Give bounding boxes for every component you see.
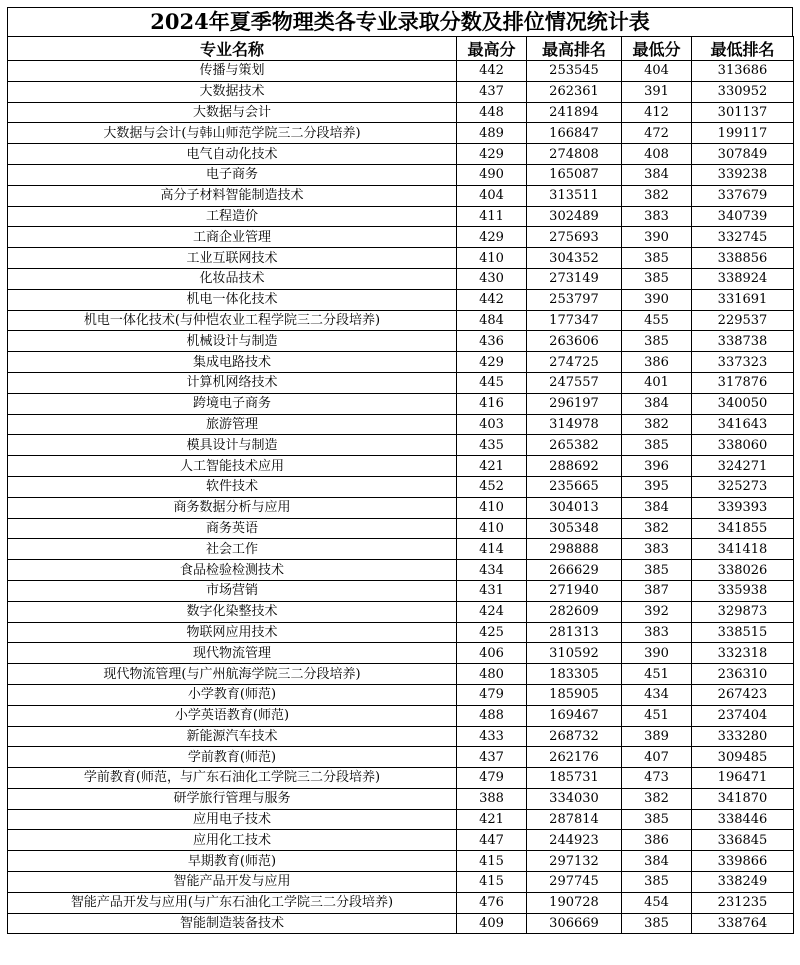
max-rank-cell: 166847 [527, 123, 622, 144]
max-rank-cell: 306669 [527, 913, 622, 934]
min-rank-cell: 335938 [692, 580, 794, 601]
min-score-cell: 387 [622, 580, 692, 601]
table-row [8, 206, 794, 227]
major-name-cell: 计算机网络技术 [8, 372, 457, 393]
major-name-cell: 智能产品开发与应用(与广东石油化工学院三二分段培养) [8, 892, 457, 913]
table-row [8, 476, 794, 497]
min-rank-cell: 229537 [692, 310, 794, 331]
max-rank-cell: 271940 [527, 580, 622, 601]
min-rank-cell: 231235 [692, 892, 794, 913]
major-name-cell: 市场营销 [8, 580, 457, 601]
max-score-cell: 424 [457, 601, 527, 622]
major-name-cell: 商务英语 [8, 518, 457, 539]
max-rank-cell: 288692 [527, 456, 622, 477]
max-score-cell: 489 [457, 123, 527, 144]
major-name-cell: 集成电路技术 [8, 352, 457, 373]
major-name-cell: 早期教育(师范) [8, 851, 457, 872]
table-row [8, 726, 794, 747]
min-score-cell: 384 [622, 851, 692, 872]
table-row [8, 289, 794, 310]
max-score-cell: 421 [457, 809, 527, 830]
table-row [8, 331, 794, 352]
min-rank-cell: 338856 [692, 248, 794, 269]
max-rank-cell: 298888 [527, 539, 622, 560]
max-score-cell: 445 [457, 372, 527, 393]
major-name-cell: 智能产品开发与应用 [8, 872, 457, 893]
major-name-cell: 物联网应用技术 [8, 622, 457, 643]
min-score-cell: 407 [622, 747, 692, 768]
min-score-cell: 383 [622, 539, 692, 560]
major-name-cell: 电气自动化技术 [8, 144, 457, 165]
min-score-cell: 451 [622, 705, 692, 726]
max-rank-cell: 265382 [527, 435, 622, 456]
major-name-cell: 大数据与会计(与韩山师范学院三二分段培养) [8, 123, 457, 144]
major-name-cell: 食品检验检测技术 [8, 560, 457, 581]
major-name-cell: 大数据技术 [8, 81, 457, 102]
max-score-cell: 447 [457, 830, 527, 851]
min-rank-cell: 340739 [692, 206, 794, 227]
header-row [8, 37, 794, 61]
table-row [8, 227, 794, 248]
table-row [8, 684, 794, 705]
sheet-title: 2024年夏季物理类各专业录取分数及排位情况统计表 [7, 7, 793, 36]
min-score-cell: 391 [622, 81, 692, 102]
table-row [8, 892, 794, 913]
table-row [8, 830, 794, 851]
max-score-cell: 479 [457, 684, 527, 705]
major-name-cell: 机电一体化技术 [8, 289, 457, 310]
min-rank-cell: 336845 [692, 830, 794, 851]
min-rank-cell: 338026 [692, 560, 794, 581]
min-rank-cell: 313686 [692, 61, 794, 82]
min-rank-cell: 199117 [692, 123, 794, 144]
min-rank-cell: 317876 [692, 372, 794, 393]
min-rank-cell: 337679 [692, 185, 794, 206]
min-score-cell: 382 [622, 185, 692, 206]
header-min-score: 最低分 [622, 37, 692, 61]
table-row [8, 497, 794, 518]
min-rank-cell: 341418 [692, 539, 794, 560]
max-rank-cell: 253797 [527, 289, 622, 310]
major-name-cell: 工商企业管理 [8, 227, 457, 248]
major-name-cell: 小学英语教育(师范) [8, 705, 457, 726]
min-rank-cell: 236310 [692, 664, 794, 685]
header-max-rank: 最高排名 [527, 37, 622, 61]
max-rank-cell: 304352 [527, 248, 622, 269]
min-score-cell: 382 [622, 518, 692, 539]
major-name-cell: 学前教育(师范，与广东石油化工学院三二分段培养) [8, 768, 457, 789]
score-table [7, 36, 794, 934]
table-row [8, 102, 794, 123]
table-row [8, 372, 794, 393]
min-rank-cell: 338446 [692, 809, 794, 830]
major-name-cell: 机电一体化技术(与仲恺农业工程学院三二分段培养) [8, 310, 457, 331]
min-score-cell: 408 [622, 144, 692, 165]
min-score-cell: 383 [622, 622, 692, 643]
max-score-cell: 429 [457, 144, 527, 165]
max-score-cell: 434 [457, 560, 527, 581]
max-rank-cell: 304013 [527, 497, 622, 518]
min-rank-cell: 332318 [692, 643, 794, 664]
major-name-cell: 电子商务 [8, 164, 457, 185]
max-rank-cell: 169467 [527, 705, 622, 726]
major-name-cell: 商务数据分析与应用 [8, 497, 457, 518]
major-name-cell: 学前教育(师范) [8, 747, 457, 768]
min-rank-cell: 329873 [692, 601, 794, 622]
major-name-cell: 社会工作 [8, 539, 457, 560]
min-rank-cell: 196471 [692, 768, 794, 789]
min-score-cell: 454 [622, 892, 692, 913]
min-rank-cell: 301137 [692, 102, 794, 123]
table-row [8, 601, 794, 622]
min-rank-cell: 309485 [692, 747, 794, 768]
min-rank-cell: 337323 [692, 352, 794, 373]
max-score-cell: 488 [457, 705, 527, 726]
major-name-cell: 跨境电子商务 [8, 393, 457, 414]
min-score-cell: 386 [622, 830, 692, 851]
max-rank-cell: 287814 [527, 809, 622, 830]
min-score-cell: 390 [622, 643, 692, 664]
min-rank-cell: 341870 [692, 788, 794, 809]
min-score-cell: 385 [622, 248, 692, 269]
min-score-cell: 392 [622, 601, 692, 622]
max-rank-cell: 247557 [527, 372, 622, 393]
min-score-cell: 382 [622, 414, 692, 435]
header-major-name: 专业名称 [8, 37, 457, 61]
max-rank-cell: 297132 [527, 851, 622, 872]
max-score-cell: 409 [457, 913, 527, 934]
max-score-cell: 476 [457, 892, 527, 913]
min-score-cell: 385 [622, 872, 692, 893]
min-score-cell: 390 [622, 289, 692, 310]
max-score-cell: 411 [457, 206, 527, 227]
major-name-cell: 智能制造装备技术 [8, 913, 457, 934]
max-score-cell: 410 [457, 497, 527, 518]
max-rank-cell: 273149 [527, 268, 622, 289]
major-name-cell: 模具设计与制造 [8, 435, 457, 456]
min-score-cell: 434 [622, 684, 692, 705]
min-score-cell: 384 [622, 393, 692, 414]
max-rank-cell: 313511 [527, 185, 622, 206]
min-rank-cell: 338515 [692, 622, 794, 643]
min-rank-cell: 324271 [692, 456, 794, 477]
major-name-cell: 软件技术 [8, 476, 457, 497]
max-score-cell: 436 [457, 331, 527, 352]
max-score-cell: 425 [457, 622, 527, 643]
max-rank-cell: 262361 [527, 81, 622, 102]
min-score-cell: 473 [622, 768, 692, 789]
table-row [8, 560, 794, 581]
max-score-cell: 433 [457, 726, 527, 747]
min-rank-cell: 339238 [692, 164, 794, 185]
min-rank-cell: 339866 [692, 851, 794, 872]
header-max-score: 最高分 [457, 37, 527, 61]
table-row [8, 144, 794, 165]
max-rank-cell: 190728 [527, 892, 622, 913]
major-name-cell: 研学旅行管理与服务 [8, 788, 457, 809]
major-name-cell: 旅游管理 [8, 414, 457, 435]
min-score-cell: 389 [622, 726, 692, 747]
min-score-cell: 384 [622, 497, 692, 518]
min-rank-cell: 338924 [692, 268, 794, 289]
table-row [8, 768, 794, 789]
min-score-cell: 404 [622, 61, 692, 82]
max-score-cell: 490 [457, 164, 527, 185]
major-name-cell: 人工智能技术应用 [8, 456, 457, 477]
min-rank-cell: 339393 [692, 497, 794, 518]
max-rank-cell: 305348 [527, 518, 622, 539]
min-rank-cell: 325273 [692, 476, 794, 497]
min-score-cell: 385 [622, 560, 692, 581]
min-score-cell: 395 [622, 476, 692, 497]
table-row [8, 851, 794, 872]
table-row [8, 622, 794, 643]
major-name-cell: 现代物流管理(与广州航海学院三二分段培养) [8, 664, 457, 685]
max-rank-cell: 263606 [527, 331, 622, 352]
max-score-cell: 415 [457, 851, 527, 872]
max-rank-cell: 296197 [527, 393, 622, 414]
max-rank-cell: 235665 [527, 476, 622, 497]
max-score-cell: 448 [457, 102, 527, 123]
table-row [8, 705, 794, 726]
table-row [8, 913, 794, 934]
max-score-cell: 410 [457, 248, 527, 269]
max-score-cell: 452 [457, 476, 527, 497]
table-row [8, 248, 794, 269]
max-score-cell: 437 [457, 81, 527, 102]
max-score-cell: 415 [457, 872, 527, 893]
max-rank-cell: 334030 [527, 788, 622, 809]
max-score-cell: 404 [457, 185, 527, 206]
min-rank-cell: 332745 [692, 227, 794, 248]
max-rank-cell: 268732 [527, 726, 622, 747]
min-score-cell: 451 [622, 664, 692, 685]
max-score-cell: 388 [457, 788, 527, 809]
table-row [8, 352, 794, 373]
min-rank-cell: 330952 [692, 81, 794, 102]
table-row [8, 747, 794, 768]
major-name-cell: 现代物流管理 [8, 643, 457, 664]
table-row [8, 61, 794, 82]
max-rank-cell: 282609 [527, 601, 622, 622]
table-row [8, 164, 794, 185]
score-sheet [7, 7, 793, 934]
max-rank-cell: 274725 [527, 352, 622, 373]
table-body [8, 61, 794, 934]
table-row [8, 788, 794, 809]
min-rank-cell: 333280 [692, 726, 794, 747]
major-name-cell: 工程造价 [8, 206, 457, 227]
table-row [8, 393, 794, 414]
table-row [8, 664, 794, 685]
min-score-cell: 385 [622, 435, 692, 456]
major-name-cell: 应用电子技术 [8, 809, 457, 830]
min-score-cell: 385 [622, 331, 692, 352]
min-score-cell: 382 [622, 788, 692, 809]
max-rank-cell: 165087 [527, 164, 622, 185]
max-score-cell: 414 [457, 539, 527, 560]
max-rank-cell: 185905 [527, 684, 622, 705]
min-rank-cell: 341855 [692, 518, 794, 539]
major-name-cell: 高分子材料智能制造技术 [8, 185, 457, 206]
max-rank-cell: 275693 [527, 227, 622, 248]
min-rank-cell: 237404 [692, 705, 794, 726]
major-name-cell: 应用化工技术 [8, 830, 457, 851]
table-row [8, 518, 794, 539]
min-rank-cell: 338764 [692, 913, 794, 934]
table-row [8, 123, 794, 144]
min-score-cell: 390 [622, 227, 692, 248]
table-row [8, 185, 794, 206]
max-score-cell: 442 [457, 61, 527, 82]
max-score-cell: 406 [457, 643, 527, 664]
max-score-cell: 429 [457, 352, 527, 373]
max-score-cell: 403 [457, 414, 527, 435]
major-name-cell: 小学教育(师范) [8, 684, 457, 705]
max-score-cell: 421 [457, 456, 527, 477]
major-name-cell: 工业互联网技术 [8, 248, 457, 269]
max-rank-cell: 302489 [527, 206, 622, 227]
table-row [8, 539, 794, 560]
table-row [8, 310, 794, 331]
max-score-cell: 431 [457, 580, 527, 601]
max-rank-cell: 253545 [527, 61, 622, 82]
table-row [8, 872, 794, 893]
min-rank-cell: 267423 [692, 684, 794, 705]
table-row [8, 809, 794, 830]
major-name-cell: 大数据与会计 [8, 102, 457, 123]
min-score-cell: 472 [622, 123, 692, 144]
min-score-cell: 396 [622, 456, 692, 477]
max-score-cell: 410 [457, 518, 527, 539]
max-score-cell: 480 [457, 664, 527, 685]
max-rank-cell: 183305 [527, 664, 622, 685]
table-row [8, 643, 794, 664]
max-rank-cell: 177347 [527, 310, 622, 331]
min-rank-cell: 331691 [692, 289, 794, 310]
max-rank-cell: 244923 [527, 830, 622, 851]
max-rank-cell: 241894 [527, 102, 622, 123]
table-row [8, 456, 794, 477]
max-score-cell: 429 [457, 227, 527, 248]
min-rank-cell: 340050 [692, 393, 794, 414]
max-rank-cell: 274808 [527, 144, 622, 165]
min-rank-cell: 338060 [692, 435, 794, 456]
major-name-cell: 化妆品技术 [8, 268, 457, 289]
min-score-cell: 401 [622, 372, 692, 393]
table-row [8, 414, 794, 435]
max-score-cell: 416 [457, 393, 527, 414]
major-name-cell: 数字化染整技术 [8, 601, 457, 622]
max-rank-cell: 314978 [527, 414, 622, 435]
table-row [8, 580, 794, 601]
header-min-rank: 最低排名 [692, 37, 794, 61]
max-rank-cell: 266629 [527, 560, 622, 581]
min-score-cell: 383 [622, 206, 692, 227]
max-score-cell: 484 [457, 310, 527, 331]
max-score-cell: 479 [457, 768, 527, 789]
max-score-cell: 430 [457, 268, 527, 289]
max-rank-cell: 297745 [527, 872, 622, 893]
min-score-cell: 386 [622, 352, 692, 373]
min-score-cell: 385 [622, 809, 692, 830]
max-score-cell: 442 [457, 289, 527, 310]
min-score-cell: 412 [622, 102, 692, 123]
table-row [8, 81, 794, 102]
min-rank-cell: 341643 [692, 414, 794, 435]
max-rank-cell: 185731 [527, 768, 622, 789]
major-name-cell: 新能源汽车技术 [8, 726, 457, 747]
table-row [8, 435, 794, 456]
min-score-cell: 384 [622, 164, 692, 185]
min-score-cell: 455 [622, 310, 692, 331]
major-name-cell: 传播与策划 [8, 61, 457, 82]
major-name-cell: 机械设计与制造 [8, 331, 457, 352]
max-rank-cell: 262176 [527, 747, 622, 768]
min-rank-cell: 338738 [692, 331, 794, 352]
min-rank-cell: 307849 [692, 144, 794, 165]
table-row [8, 268, 794, 289]
min-score-cell: 385 [622, 268, 692, 289]
max-rank-cell: 310592 [527, 643, 622, 664]
max-score-cell: 437 [457, 747, 527, 768]
min-score-cell: 385 [622, 913, 692, 934]
min-rank-cell: 338249 [692, 872, 794, 893]
max-rank-cell: 281313 [527, 622, 622, 643]
max-score-cell: 435 [457, 435, 527, 456]
